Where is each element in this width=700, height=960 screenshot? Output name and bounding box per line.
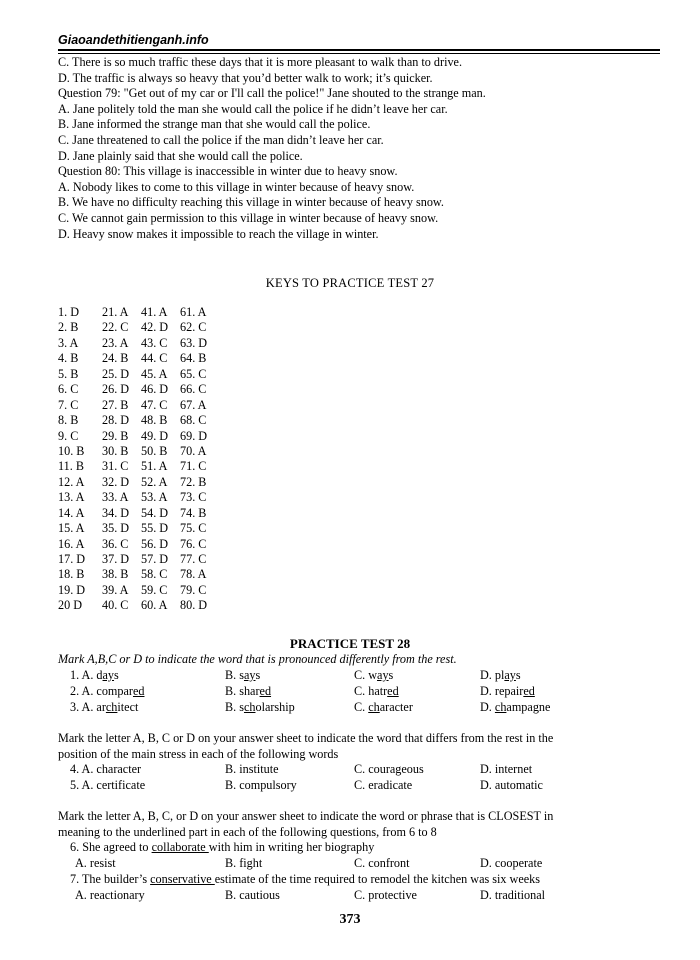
key-cell: 32. D (102, 474, 130, 489)
key-cell: 3. A (58, 335, 79, 350)
key-cell: 63. D (180, 335, 208, 350)
key-cell: 4. B (58, 351, 79, 366)
question-6-stem: 6. She agreed to collaborate with him in writing her biography (70, 840, 375, 854)
key-cell: 27. B (102, 397, 129, 412)
key-cell: 60. A (141, 598, 168, 613)
key-cell: 17. D (58, 552, 86, 566)
key-cell: 76. C (180, 536, 207, 551)
question-6-options: A. resist B. fight C. confront D. cooperate (75, 856, 543, 870)
key-cell: 79. C (180, 582, 207, 597)
text-line: D. Heavy snow makes it impossible to reach the village in winter. (58, 226, 379, 241)
key-cell: 41. A (141, 305, 168, 319)
key-cell: 49. D (141, 428, 169, 443)
header-rule-thick (58, 49, 660, 51)
synonym-instruction: Mark the letter A, B, C, or D on your answer sheet to indicate the word or phrase that is CLOSEST in meaning to the underlined part in each of the following questions, from 6 to 8 (58, 809, 554, 839)
key-cell: 23. A (102, 335, 129, 350)
key-cell: 13. A (58, 490, 85, 505)
key-cell: 1. D (58, 305, 79, 319)
key-cell: 30. B (102, 443, 129, 458)
question-text-block (58, 55, 663, 242)
key-cell: 33. A (102, 490, 129, 505)
key-cell: 45. A (141, 366, 168, 381)
key-cell: 72. B (180, 474, 207, 489)
option-b: B. shared (225, 684, 272, 698)
stress-instruction: Mark the letter A, B, C or D on your answer sheet to indicate the word that differs from the rest in the position of the main stress in each of the following words (58, 731, 554, 761)
keys-title: KEYS TO PRACTICE TEST 27 (265, 276, 435, 290)
key-cell: 67. A (180, 397, 207, 412)
key-cell: 58. C (141, 567, 168, 582)
key-cell: 24. B (102, 351, 129, 366)
key-cell: 43. C (141, 335, 168, 350)
key-cell: 20 D (58, 598, 83, 613)
key-cell: 75. C (180, 521, 207, 536)
key-cell: 12. A (58, 474, 85, 489)
key-cell: 52. A (141, 474, 168, 489)
key-cell: 16. A (58, 536, 85, 551)
text-line: B. Jane informed the strange man that she would call the police. (58, 117, 371, 132)
key-cell: 59. C (141, 582, 168, 597)
site-header: Giaoandethitienganh.info (58, 33, 209, 47)
option-b: B. says (225, 668, 261, 682)
key-cell: 55. D (141, 521, 169, 536)
key-cell: 68. C (180, 413, 207, 428)
key-cell: 18. B (58, 567, 85, 582)
text-line: C. Jane threatened to call the police if the man didn’t leave her car. (58, 132, 384, 147)
pronunciation-q3 (0, 700, 610, 716)
key-cell: 51. A (141, 459, 168, 474)
key-cell: 70. A (180, 443, 207, 458)
key-cell: 46. D (141, 382, 169, 397)
text-line: Question 80: This village is inaccessible in winter due to heavy snow. (58, 164, 398, 179)
text-line: A. Nobody likes to come to this village in winter because of heavy snow. (58, 179, 415, 194)
option-c: C. hatred (354, 684, 399, 698)
question-7-stem: 7. The builder’s conservative estimate of the time required to remodel the kitchen was six weeks (70, 872, 541, 886)
key-cell: 31. C (102, 459, 129, 474)
practice-test-title: PRACTICE TEST 28 (289, 636, 411, 651)
key-cell: 14. A (58, 505, 85, 520)
key-cell: 61. A (180, 305, 207, 319)
key-cell: 7. C (58, 397, 79, 412)
text-line: C. There is so much traffic these days that it is more pleasant to walk than to drive. (58, 55, 463, 69)
key-cell: 34. D (102, 505, 130, 520)
option-d: D. plays (480, 668, 521, 682)
pronunciation-q1 (0, 668, 610, 684)
stress-q4: 4. A. character B. institute C. courageous D. internet (70, 762, 533, 776)
option-b: B. scholarship (225, 700, 295, 714)
key-cell: 25. D (102, 366, 130, 381)
key-cell: 29. B (102, 428, 129, 443)
pronunciation-q2 (0, 684, 610, 700)
text-line: C. We cannot gain permission to this village in winter because of heavy snow. (58, 210, 439, 225)
key-cell: 28. D (102, 413, 130, 428)
key-cell: 74. B (180, 505, 207, 520)
key-cell: 11. B (58, 459, 84, 474)
key-cell: 47. C (141, 397, 168, 412)
key-cell: 40. C (102, 598, 129, 613)
key-cell: 54. D (141, 505, 169, 520)
text-line: Question 79: "Get out of my car or I'll call the police!" Jane shouted to the strange man. (58, 86, 486, 101)
header-rule-thin (58, 53, 660, 54)
text-line: B. We have no difficulty reaching this village in winter because of heavy snow. (58, 195, 444, 210)
key-cell: 42. D (141, 320, 169, 335)
key-cell: 26. D (102, 382, 130, 397)
key-cell: 57. D (141, 552, 169, 566)
key-cell: 39. A (102, 582, 129, 597)
text-line: A. Jane politely told the man she would call the police if he didn’t leave her car. (58, 101, 448, 116)
option-c: C. ways (354, 668, 394, 682)
key-cell: 36. C (102, 536, 129, 551)
key-cell: 66. C (180, 382, 207, 397)
key-cell: 44. C (141, 351, 168, 366)
key-cell: 6. C (58, 382, 79, 397)
option-c: C. character (354, 700, 413, 714)
key-cell: 53. A (141, 490, 168, 505)
key-cell: 35. D (102, 521, 130, 536)
text-line: D. The traffic is always so heavy that you’d better walk to work; it’s quicker. (58, 70, 433, 85)
key-cell: 15. A (58, 521, 85, 536)
key-cell: 73. C (180, 490, 207, 505)
key-cell: 64. B (180, 351, 207, 366)
key-cell: 78. A (180, 567, 207, 582)
option-a: 2. A. compared (70, 684, 145, 698)
key-cell: 22. C (102, 320, 129, 335)
key-cell: 19. D (58, 582, 86, 597)
key-cell: 5. B (58, 366, 79, 381)
text-line: D. Jane plainly said that she would call the police. (58, 148, 303, 163)
option-d: D. champagne (480, 700, 551, 714)
key-cell: 69. D (180, 428, 208, 443)
key-cell: 77. C (180, 552, 207, 566)
question-7-options: A. reactionary B. cautious C. protective D. traditional (75, 888, 545, 902)
option-a: 1. A. days (70, 668, 119, 682)
key-cell: 48. B (141, 413, 168, 428)
key-cell: 38. B (102, 567, 129, 582)
key-cell: 50. B (141, 443, 168, 458)
key-cell: 8. B (58, 413, 79, 428)
key-cell: 80. D (180, 598, 208, 613)
key-cell: 56. D (141, 536, 169, 551)
key-cell: 10. B (58, 443, 85, 458)
option-a: 3. A. architect (70, 700, 139, 714)
pronunciation-instruction: Mark A,B,C or D to indicate the word that is pronounced differently from the rest. (58, 652, 457, 666)
key-cell: 37. D (102, 552, 130, 566)
key-cell: 71. C (180, 459, 207, 474)
option-d: D. repaired (480, 684, 535, 698)
key-cell: 65. C (180, 366, 207, 381)
stress-q5: 5. A. certificate B. compulsory C. eradicate D. automatic (70, 778, 543, 792)
key-cell: 62. C (180, 320, 207, 335)
key-cell: 21. A (102, 305, 129, 319)
key-cell: 9. C (58, 428, 79, 443)
key-cell: 2. B (58, 320, 79, 335)
page-number: 373 (339, 912, 361, 927)
